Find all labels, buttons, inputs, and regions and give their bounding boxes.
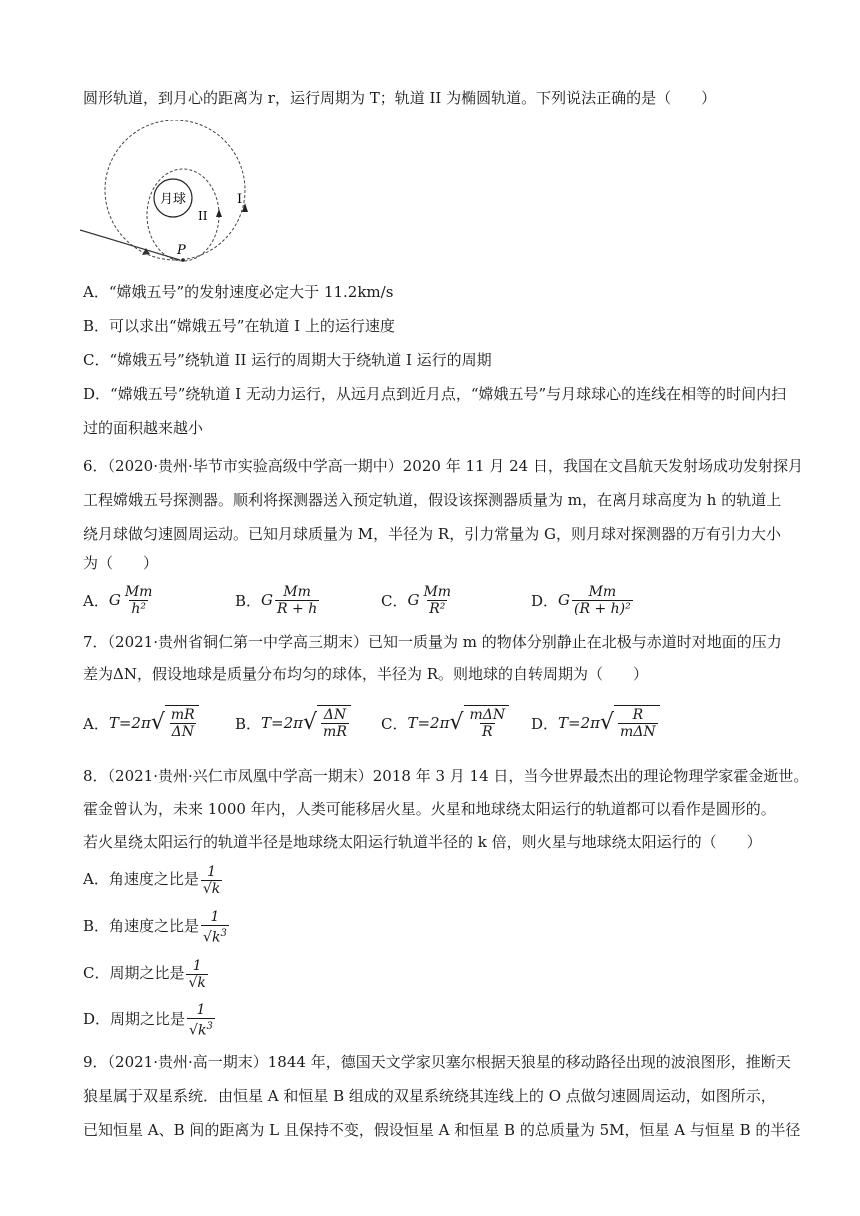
option-text: C．周期之比是 [83, 964, 185, 982]
q5-option-d-cont: 过的面积越来越小 [83, 419, 204, 437]
denominator: R [482, 724, 493, 740]
numerator: 1 [192, 957, 202, 974]
q8-option-c [83, 952, 210, 994]
option-letter: D． [531, 714, 559, 733]
option-letter: A． [83, 714, 109, 733]
orbit-figure [80, 120, 270, 270]
option-prefix: T=2π [261, 714, 304, 732]
q8-option-a [83, 858, 224, 900]
option-letter: B． [235, 591, 262, 610]
q7-line-2: 差为ΔN，假设地球是质量分布均匀的球体，半径为 R。则地球的自转周期为（ ） [83, 665, 649, 683]
option-g: G [558, 591, 571, 609]
q7-option-a [83, 703, 199, 743]
numerator: Mm [124, 583, 153, 600]
orbit-ii-arrow [216, 209, 222, 217]
q6-line-1: 6．（2020·贵州·毕节市实验高级中学高一期中）2020 年 11 月 24 日，我国在文昌航天发射场成功发射探月 [83, 457, 803, 475]
q6-option-c [381, 580, 455, 620]
point-p-dot [181, 258, 185, 262]
denominator: h² [131, 600, 146, 617]
moon-label: 月球 [159, 192, 187, 207]
q5-stem: 圆形轨道，到月心的距离为 r，运行周期为 T；轨道 II 为椭圆轨道。下列说法正确的是（ ） [83, 89, 717, 107]
denominator: (R + h)² [574, 600, 631, 617]
q7-line-1: 7．（2021·贵州省铜仁第一中学高三期末）已知一质量为 m 的物体分别静止在北极与赤道时对地面的压力 [83, 633, 782, 651]
numerator: Mm [423, 583, 452, 600]
q5-option-d: D．“嫦娥五号”绕轨道 I 无动力运行，从远月点到近月点，“嫦娥五号”与月球球心的连线在相等的时间内扫 [83, 385, 787, 403]
q6-option-a [83, 580, 156, 620]
orbit-i-label: I [237, 192, 243, 207]
q6-line-4: 为（ ） [83, 554, 159, 572]
orbit-ii-label: II [198, 209, 208, 223]
fraction [275, 584, 319, 617]
q6-line-2: 工程嫦娥五号探测器。顺利将探测器送入预定轨道，假设该探测器质量为 m，在离月球高度为 h 的轨道上 [83, 491, 782, 509]
q8-option-b [83, 905, 231, 947]
fraction [123, 584, 155, 617]
sqrt: √ $\frac{R}{\text{mΔN}}$ [600, 705, 660, 741]
option-letter: D． [531, 591, 559, 610]
option-prefix: T=2π [108, 714, 151, 732]
fraction [187, 1002, 215, 1039]
denominator: mR [323, 724, 347, 740]
point-p-label: P [177, 243, 186, 258]
q7-options [83, 703, 783, 743]
sqrt: √ $\frac{\text{mΔN}}{R}$ [449, 705, 509, 741]
q5-option-b: B．可以求出“嫦娥五号”在轨道 I 上的运行速度 [83, 317, 395, 335]
q7-option-d [531, 703, 660, 743]
q9-line-1: 9．（2021·贵州·高一期末）1844 年，德国天文学家贝塞尔根据天狼星的移动路径出现的波浪图形，推断天 [83, 1053, 791, 1071]
numerator: Mm [588, 583, 617, 600]
denominator: √k [202, 880, 221, 897]
numerator: 1 [196, 1001, 206, 1018]
option-letter: C． [381, 714, 408, 733]
fraction [572, 584, 633, 617]
fraction [201, 864, 222, 897]
denominator: √k [188, 974, 206, 991]
q6-line-3: 绕月球做匀速圆周运动。已知月球质量为 M，半径为 R，引力常量为 G，则月球对探测器的万有引力大小 [83, 525, 781, 543]
numerator: mΔN [469, 707, 506, 723]
q8-line-1: 8．（2021·贵州·兴仁市凤凰中学高一期末）2018 年 3 月 14 日，当今世界最杰出的理论物理学家霍金逝世。 [83, 767, 809, 785]
q6-option-d [531, 580, 635, 620]
option-text: B．角速度之比是 [83, 917, 200, 935]
numerator: mR [170, 707, 195, 723]
option-g: G [261, 591, 274, 609]
q8-line-2: 霍金曾认为，未来 1000 年内，人类可能移居火星。火星和地球绕太阳运行的轨道都可以看作是圆形的。 [83, 800, 776, 818]
numerator: 1 [207, 863, 216, 880]
denominator: $√k^3$ [187, 1018, 215, 1039]
sqrt: √ $\frac{mR}{\Delta N}$ [151, 705, 199, 741]
option-g: G [108, 591, 121, 609]
option-g: G [407, 591, 420, 609]
q6-options [83, 580, 783, 620]
q6-option-b [235, 580, 321, 620]
numerator: R [632, 707, 644, 723]
denominator: R + h [277, 600, 318, 617]
q5-option-c: C．“嫦娥五号”绕轨道 II 运行的周期大于绕轨道 I 运行的周期 [83, 351, 492, 369]
option-letter: A． [83, 591, 109, 610]
q8-option-d [83, 998, 217, 1040]
orbit-i-circle [105, 120, 245, 260]
denominator: mΔN [620, 724, 656, 740]
transfer-trajectory [80, 230, 180, 260]
q9-line-3: 已知恒星 A、B 间的距离为 L 且保持不变，假设恒星 A 和恒星 B 的总质量为 5M，恒星 A 与恒星 B 的半径 [83, 1121, 801, 1139]
option-text: A．角速度之比是 [83, 870, 199, 888]
q9-line-2: 狼星属于双星系统．由恒星 A 和恒星 B 组成的双星系统绕其连线上的 O 点做匀速圆周运动，如图所示， [83, 1087, 776, 1105]
denominator: ΔN [171, 724, 194, 740]
q8-line-3: 若火星绕太阳运行的轨道半径是地球绕太阳运行轨道半径的 k 倍，则火星与地球绕太阳运行的（ ） [83, 833, 762, 851]
denominator: $√k^3$ [201, 925, 229, 946]
numerator: ΔN [323, 707, 347, 723]
sqrt: √ $\frac{\Delta N}{mR}$ [303, 705, 351, 741]
q7-option-c [381, 703, 509, 743]
numerator: 1 [210, 908, 220, 925]
option-letter: B． [235, 714, 262, 733]
numerator: Mm [283, 583, 311, 600]
option-prefix: T=2π [407, 714, 450, 732]
option-letter: C． [381, 591, 408, 610]
q5-option-a: A．“嫦娥五号”的发射速度必定大于 11.2km/s [83, 283, 394, 301]
denominator: R² [429, 600, 446, 617]
fraction [201, 909, 229, 946]
fraction [186, 958, 207, 991]
fraction [421, 584, 453, 617]
option-text: D．周期之比是 [83, 1010, 186, 1028]
orbit-diagram [80, 120, 270, 270]
option-prefix: T=2π [558, 714, 601, 732]
q7-option-b [235, 703, 351, 743]
